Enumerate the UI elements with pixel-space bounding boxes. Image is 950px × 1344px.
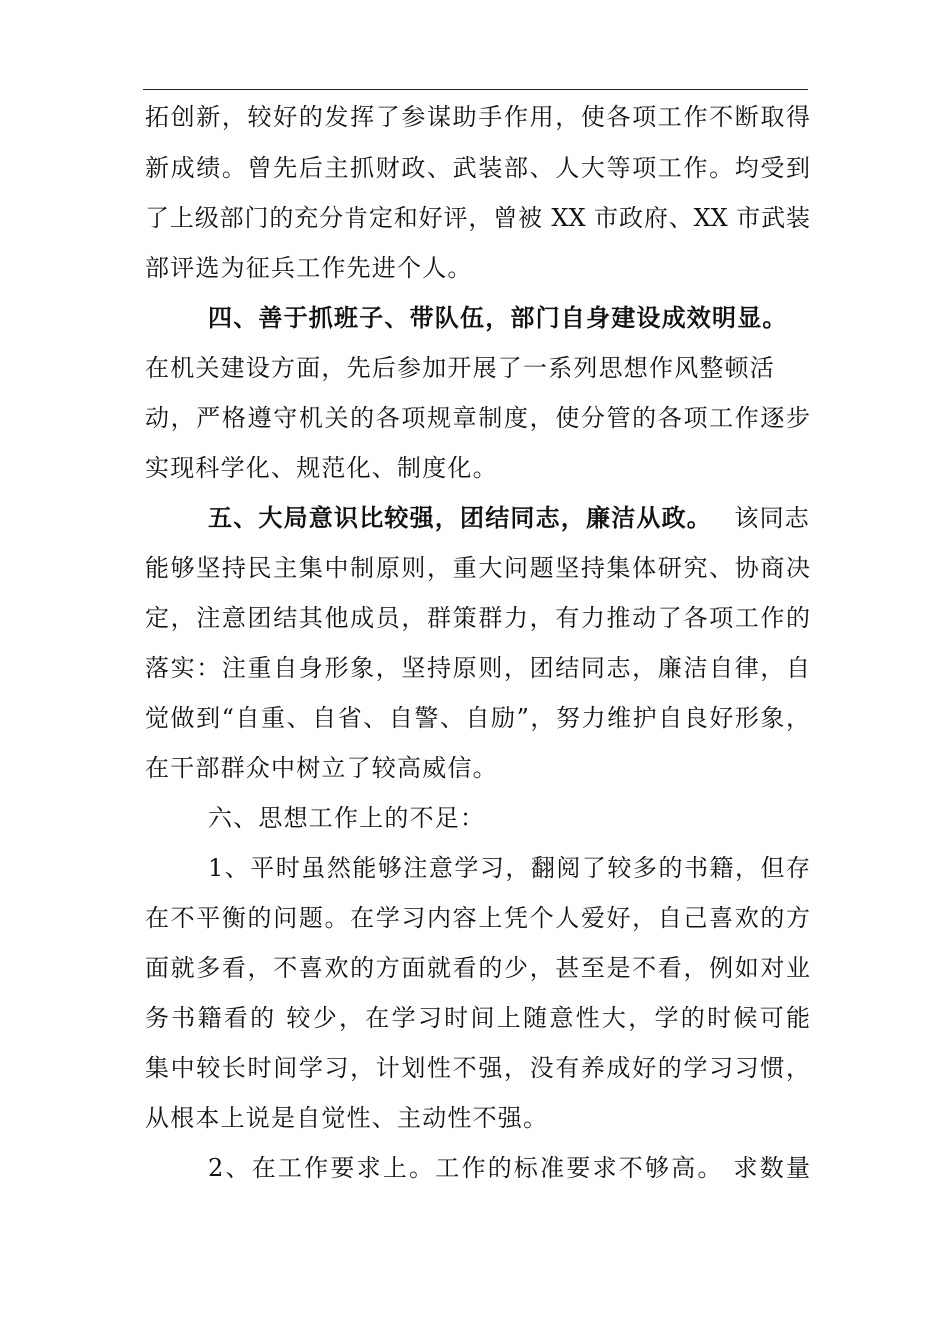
- body-line: 觉做到“自重、自省、自警、自励”，努力维护自良好形象，: [145, 704, 810, 732]
- body-line: 定，注意团结其他成员，群策群力，有力推动了各项工作的: [145, 604, 810, 632]
- body-line: 在机关建设方面，先后参加开展了一系列思想作风整顿活: [145, 354, 775, 382]
- body-line: 在不平衡的问题。在学习内容上凭个人爱好，自己喜欢的方: [145, 904, 810, 932]
- body-line: 了上级部门的充分肯定和好评，曾被 XX 市政府、XX 市武装: [145, 204, 810, 232]
- body-line: 在干部群众中树立了较高威信。: [145, 754, 498, 782]
- body-line: 1、平时虽然能够注意学习，翻阅了较多的书籍，但存: [208, 854, 810, 882]
- body-line: 实现科学化、规范化、制度化。: [145, 454, 498, 482]
- body-line: 新成绩。曾先后主抓财政、武装部、人大等项工作。均受到: [145, 154, 810, 182]
- body-line: 动，严格遵守机关的各项规章制度，使分管的各项工作逐步: [145, 404, 810, 432]
- body-line: 面就多看，不喜欢的方面就看的少，甚至是不看，例如对业: [145, 954, 810, 982]
- section-heading-5-line: [208, 503, 810, 533]
- body-line: 拓创新，较好的发挥了参谋助手作用，使各项工作不断取得: [145, 103, 810, 131]
- body-line: 部评选为征兵工作先进个人。: [145, 254, 473, 282]
- body-line: 从根本上说是自觉性、主动性不强。: [145, 1104, 549, 1132]
- section-heading-4: 四、善于抓班子、带队伍，部门自身建设成效明显。: [208, 303, 788, 332]
- body-text: 该同志: [734, 504, 810, 532]
- body-line: 务书籍看的 较少，在学习时间上随意性大，学的时候可能: [145, 1004, 810, 1032]
- body-line: 2、在工作要求上。工作的标准要求不够高。 求数量: [208, 1154, 810, 1182]
- header-rule: [143, 89, 808, 90]
- body-line: 集中较长时间学习，计划性不强，没有养成好的学习习惯，: [145, 1054, 810, 1082]
- section-heading-6: 六、思想工作上的不足：: [208, 804, 486, 832]
- body-line: 能够坚持民主集中制原则，重大问题坚持集体研究、协商决: [145, 554, 810, 582]
- section-heading-5: 五、大局意识比较强，团结同志，廉洁从政。: [208, 503, 712, 532]
- body-line: 落实：注重自身形象，坚持原则，团结同志，廉洁自律，自: [145, 654, 810, 682]
